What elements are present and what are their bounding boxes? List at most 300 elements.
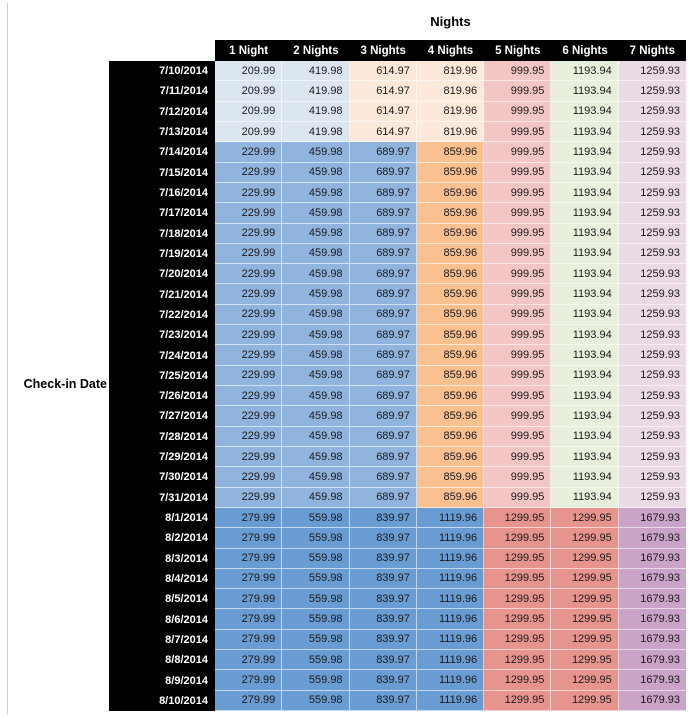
price-cell[interactable]: 459.98 bbox=[282, 183, 349, 203]
price-cell[interactable]: 459.98 bbox=[282, 305, 349, 325]
table-row bbox=[109, 345, 686, 365]
price-cell[interactable]: 999.95 bbox=[484, 163, 551, 183]
price-cell[interactable]: 1259.93 bbox=[619, 305, 686, 325]
price-cell[interactable]: 279.99 bbox=[215, 650, 282, 670]
price-cell[interactable]: 1299.95 bbox=[551, 569, 618, 589]
price-cell[interactable]: 279.99 bbox=[215, 528, 282, 548]
price-cell[interactable]: 1679.93 bbox=[619, 549, 686, 569]
price-cell[interactable]: 999.95 bbox=[484, 61, 551, 81]
price-cell[interactable]: 279.99 bbox=[215, 569, 282, 589]
price-cell[interactable]: 999.95 bbox=[484, 183, 551, 203]
price-cell[interactable]: 859.96 bbox=[417, 467, 484, 487]
price-cell[interactable]: 1193.94 bbox=[551, 467, 618, 487]
price-cell[interactable]: 1193.94 bbox=[551, 142, 618, 162]
price-cell[interactable]: 1119.96 bbox=[417, 569, 484, 589]
price-cell[interactable]: 1299.95 bbox=[484, 528, 551, 548]
price-cell[interactable]: 229.99 bbox=[215, 447, 282, 467]
price-cell[interactable]: 999.95 bbox=[484, 264, 551, 284]
price-cell[interactable]: 1299.95 bbox=[551, 549, 618, 569]
price-cell[interactable]: 229.99 bbox=[215, 183, 282, 203]
table-row bbox=[109, 406, 686, 426]
price-cell[interactable]: 839.97 bbox=[350, 650, 417, 670]
price-cell[interactable]: 209.99 bbox=[215, 81, 282, 101]
price-cell[interactable]: 1299.95 bbox=[551, 508, 618, 528]
price-cell[interactable]: 1259.93 bbox=[619, 102, 686, 122]
column-header-7-nights[interactable]: 7 Nights bbox=[629, 44, 676, 57]
table-row bbox=[109, 142, 686, 162]
price-cell[interactable]: 459.98 bbox=[282, 366, 349, 386]
price-cell[interactable]: 1679.93 bbox=[619, 670, 686, 690]
price-cell[interactable]: 459.98 bbox=[282, 325, 349, 345]
price-cell[interactable]: 229.99 bbox=[215, 264, 282, 284]
price-cell[interactable]: 999.95 bbox=[484, 406, 551, 426]
table-row bbox=[109, 224, 686, 244]
price-cell[interactable]: 1299.95 bbox=[484, 670, 551, 690]
row-header-date[interactable]: 7/15/2014 bbox=[109, 163, 215, 183]
table-row bbox=[109, 81, 686, 101]
price-cell[interactable]: 229.99 bbox=[215, 386, 282, 406]
price-cell[interactable]: 1259.93 bbox=[619, 427, 686, 447]
price-cell[interactable]: 459.98 bbox=[282, 386, 349, 406]
price-cell[interactable]: 1193.94 bbox=[551, 183, 618, 203]
price-cell[interactable]: 859.96 bbox=[417, 163, 484, 183]
price-cell[interactable]: 689.97 bbox=[350, 427, 417, 447]
price-cell[interactable]: 859.96 bbox=[417, 488, 484, 508]
row-header-date[interactable]: 7/17/2014 bbox=[109, 203, 215, 223]
price-cell[interactable]: 999.95 bbox=[484, 325, 551, 345]
price-cell[interactable]: 1679.93 bbox=[619, 691, 686, 711]
price-cell[interactable]: 1299.95 bbox=[484, 508, 551, 528]
price-cell[interactable]: 1119.96 bbox=[417, 508, 484, 528]
price-cell[interactable]: 689.97 bbox=[350, 345, 417, 365]
price-cell[interactable]: 229.99 bbox=[215, 142, 282, 162]
price-cell[interactable]: 859.96 bbox=[417, 142, 484, 162]
price-cell[interactable]: 689.97 bbox=[350, 305, 417, 325]
price-cell[interactable]: 819.96 bbox=[417, 102, 484, 122]
left-column-gridline bbox=[7, 3, 8, 714]
price-cell[interactable]: 1259.93 bbox=[619, 183, 686, 203]
row-header-date[interactable]: 8/3/2014 bbox=[109, 549, 215, 569]
price-cell[interactable]: 689.97 bbox=[350, 183, 417, 203]
price-cell[interactable]: 279.99 bbox=[215, 670, 282, 690]
price-cell[interactable]: 459.98 bbox=[282, 203, 349, 223]
price-cell[interactable]: 839.97 bbox=[350, 609, 417, 629]
price-cell[interactable]: 859.96 bbox=[417, 305, 484, 325]
price-cell[interactable]: 859.96 bbox=[417, 284, 484, 304]
row-header-date[interactable]: 7/21/2014 bbox=[109, 284, 215, 304]
price-cell[interactable]: 229.99 bbox=[215, 366, 282, 386]
price-cell[interactable]: 819.96 bbox=[417, 122, 484, 142]
price-cell[interactable]: 689.97 bbox=[350, 325, 417, 345]
table-row bbox=[109, 264, 686, 284]
price-cell[interactable]: 1259.93 bbox=[619, 203, 686, 223]
price-cell[interactable]: 999.95 bbox=[484, 122, 551, 142]
price-cell[interactable]: 1259.93 bbox=[619, 122, 686, 142]
row-header-date[interactable]: 7/26/2014 bbox=[109, 386, 215, 406]
price-cell[interactable]: 1299.95 bbox=[551, 670, 618, 690]
price-cell[interactable]: 1259.93 bbox=[619, 325, 686, 345]
column-header-5-nights[interactable]: 5 Nights bbox=[495, 44, 541, 57]
price-cell[interactable]: 1193.94 bbox=[551, 488, 618, 508]
price-cell[interactable]: 689.97 bbox=[350, 142, 417, 162]
table-row bbox=[109, 488, 686, 508]
row-header-date[interactable]: 7/14/2014 bbox=[109, 142, 215, 162]
table-row bbox=[109, 386, 686, 406]
price-cell[interactable]: 859.96 bbox=[417, 366, 484, 386]
price-cell[interactable]: 229.99 bbox=[215, 325, 282, 345]
row-header-date[interactable]: 7/13/2014 bbox=[109, 122, 215, 142]
price-cell[interactable]: 1299.95 bbox=[484, 650, 551, 670]
price-cell[interactable]: 229.99 bbox=[215, 406, 282, 426]
price-cell[interactable]: 459.98 bbox=[282, 345, 349, 365]
row-header-date[interactable]: 7/28/2014 bbox=[109, 427, 215, 447]
column-header-3-nights[interactable]: 3 Nights bbox=[360, 44, 406, 57]
price-cell[interactable]: 1119.96 bbox=[417, 691, 484, 711]
price-cell[interactable]: 859.96 bbox=[417, 345, 484, 365]
price-cell[interactable]: 1193.94 bbox=[551, 203, 618, 223]
price-cell[interactable]: 1299.95 bbox=[484, 569, 551, 589]
price-cell[interactable]: 839.97 bbox=[350, 691, 417, 711]
price-cell[interactable]: 1299.95 bbox=[484, 589, 551, 609]
price-cell[interactable]: 1299.95 bbox=[484, 630, 551, 650]
price-cell[interactable]: 559.98 bbox=[282, 650, 349, 670]
table-row bbox=[109, 244, 686, 264]
price-cell[interactable]: 1193.94 bbox=[551, 325, 618, 345]
table-row bbox=[109, 102, 686, 122]
column-header-4-nights[interactable]: 4 Nights bbox=[427, 44, 474, 57]
price-cell[interactable]: 459.98 bbox=[282, 142, 349, 162]
price-cell[interactable]: 689.97 bbox=[350, 244, 417, 264]
price-cell[interactable]: 1679.93 bbox=[619, 569, 686, 589]
price-cell[interactable]: 459.98 bbox=[282, 284, 349, 304]
price-cell[interactable]: 1259.93 bbox=[619, 284, 686, 304]
price-cell[interactable]: 229.99 bbox=[215, 467, 282, 487]
price-cell[interactable]: 229.99 bbox=[215, 163, 282, 183]
price-cell[interactable]: 859.96 bbox=[417, 183, 484, 203]
price-cell[interactable]: 1119.96 bbox=[417, 630, 484, 650]
price-cell[interactable]: 614.97 bbox=[350, 81, 417, 101]
table-row bbox=[109, 650, 686, 670]
column-header-row bbox=[215, 40, 686, 61]
price-cell[interactable]: 1259.93 bbox=[619, 488, 686, 508]
price-cell[interactable]: 839.97 bbox=[350, 549, 417, 569]
price-cell[interactable]: 689.97 bbox=[350, 224, 417, 244]
price-cell[interactable]: 1119.96 bbox=[417, 670, 484, 690]
price-cell[interactable]: 1193.94 bbox=[551, 366, 618, 386]
table-row bbox=[109, 183, 686, 203]
price-cell[interactable]: 1193.94 bbox=[551, 305, 618, 325]
price-cell[interactable]: 689.97 bbox=[350, 163, 417, 183]
price-cell[interactable]: 689.97 bbox=[350, 447, 417, 467]
table-row bbox=[109, 528, 686, 548]
price-cell[interactable]: 459.98 bbox=[282, 406, 349, 426]
table-row bbox=[109, 447, 686, 467]
price-cell[interactable]: 1259.93 bbox=[619, 81, 686, 101]
price-cell[interactable]: 859.96 bbox=[417, 386, 484, 406]
row-header-date[interactable]: 8/1/2014 bbox=[109, 508, 215, 528]
price-cell[interactable]: 1193.94 bbox=[551, 264, 618, 284]
table-row bbox=[109, 467, 686, 487]
price-cell[interactable]: 1299.95 bbox=[484, 691, 551, 711]
price-cell[interactable]: 614.97 bbox=[350, 61, 417, 81]
price-cell[interactable]: 859.96 bbox=[417, 427, 484, 447]
price-cell[interactable]: 559.98 bbox=[282, 528, 349, 548]
price-cell[interactable]: 839.97 bbox=[350, 630, 417, 650]
table-row bbox=[109, 670, 686, 690]
table-row bbox=[109, 549, 686, 569]
price-cell[interactable]: 459.98 bbox=[282, 467, 349, 487]
row-header-date[interactable]: 7/20/2014 bbox=[109, 264, 215, 284]
price-cell[interactable]: 1193.94 bbox=[551, 345, 618, 365]
price-cell[interactable]: 1259.93 bbox=[619, 61, 686, 81]
row-header-date[interactable]: 7/16/2014 bbox=[109, 183, 215, 203]
price-cell[interactable]: 1299.95 bbox=[551, 528, 618, 548]
price-cell[interactable]: 559.98 bbox=[282, 630, 349, 650]
price-cell[interactable]: 1119.96 bbox=[417, 549, 484, 569]
price-cell[interactable]: 1259.93 bbox=[619, 386, 686, 406]
price-cell[interactable]: 459.98 bbox=[282, 224, 349, 244]
price-cell[interactable]: 1679.93 bbox=[619, 508, 686, 528]
price-cell[interactable]: 229.99 bbox=[215, 284, 282, 304]
row-header-date[interactable]: 7/11/2014 bbox=[109, 81, 215, 101]
price-cell[interactable]: 559.98 bbox=[282, 549, 349, 569]
price-cell[interactable]: 819.96 bbox=[417, 61, 484, 81]
row-header-date[interactable]: 8/9/2014 bbox=[109, 670, 215, 690]
price-cell[interactable]: 1679.93 bbox=[619, 589, 686, 609]
price-cell[interactable]: 614.97 bbox=[350, 102, 417, 122]
price-cell[interactable]: 1679.93 bbox=[619, 609, 686, 629]
price-cell[interactable]: 1259.93 bbox=[619, 366, 686, 386]
price-cell[interactable]: 689.97 bbox=[350, 467, 417, 487]
table-row bbox=[109, 325, 686, 345]
row-header-date[interactable]: 8/4/2014 bbox=[109, 569, 215, 589]
price-cell[interactable]: 1299.95 bbox=[551, 691, 618, 711]
table-row bbox=[109, 609, 686, 629]
price-cell[interactable]: 999.95 bbox=[484, 244, 551, 264]
price-cell[interactable]: 419.98 bbox=[282, 61, 349, 81]
price-cell[interactable]: 819.96 bbox=[417, 81, 484, 101]
price-cell[interactable]: 279.99 bbox=[215, 508, 282, 528]
price-cell[interactable]: 559.98 bbox=[282, 508, 349, 528]
price-cell[interactable]: 279.99 bbox=[215, 609, 282, 629]
price-cell[interactable]: 1299.95 bbox=[484, 549, 551, 569]
table-title: Nights bbox=[430, 14, 471, 29]
price-cell[interactable]: 459.98 bbox=[282, 163, 349, 183]
table-row bbox=[109, 203, 686, 223]
table-row bbox=[109, 163, 686, 183]
price-cell[interactable]: 459.98 bbox=[282, 447, 349, 467]
price-cell[interactable]: 229.99 bbox=[215, 488, 282, 508]
price-cell[interactable]: 839.97 bbox=[350, 569, 417, 589]
price-cell[interactable]: 1193.94 bbox=[551, 102, 618, 122]
price-cell[interactable]: 1679.93 bbox=[619, 630, 686, 650]
table-row bbox=[109, 122, 686, 142]
column-header-2-nights[interactable]: 2 Nights bbox=[293, 44, 339, 57]
table-row bbox=[109, 305, 686, 325]
price-cell[interactable]: 999.95 bbox=[484, 81, 551, 101]
price-cell[interactable]: 859.96 bbox=[417, 447, 484, 467]
row-axis-label: Check-in Date bbox=[23, 377, 107, 391]
row-header-date[interactable]: 7/10/2014 bbox=[109, 61, 215, 81]
price-cell[interactable]: 999.95 bbox=[484, 102, 551, 122]
price-cell[interactable]: 689.97 bbox=[350, 488, 417, 508]
price-cell[interactable]: 1193.94 bbox=[551, 122, 618, 142]
table-row bbox=[109, 589, 686, 609]
price-cell[interactable]: 1679.93 bbox=[619, 528, 686, 548]
price-cell[interactable]: 1259.93 bbox=[619, 163, 686, 183]
price-cell[interactable]: 229.99 bbox=[215, 305, 282, 325]
price-cell[interactable]: 999.95 bbox=[484, 488, 551, 508]
price-cell[interactable]: 559.98 bbox=[282, 569, 349, 589]
price-cell[interactable]: 1299.95 bbox=[551, 609, 618, 629]
price-cell[interactable]: 559.98 bbox=[282, 589, 349, 609]
price-cell[interactable]: 999.95 bbox=[484, 224, 551, 244]
price-cell[interactable]: 859.96 bbox=[417, 264, 484, 284]
price-cell[interactable]: 1299.95 bbox=[551, 589, 618, 609]
price-cell[interactable]: 1259.93 bbox=[619, 406, 686, 426]
price-cell[interactable]: 1259.93 bbox=[619, 142, 686, 162]
price-cell[interactable]: 1259.93 bbox=[619, 467, 686, 487]
price-cell[interactable]: 689.97 bbox=[350, 264, 417, 284]
price-cell[interactable]: 859.96 bbox=[417, 203, 484, 223]
price-cell[interactable]: 1119.96 bbox=[417, 609, 484, 629]
price-cell[interactable]: 689.97 bbox=[350, 203, 417, 223]
row-header-date[interactable]: 7/12/2014 bbox=[109, 102, 215, 122]
price-cell[interactable]: 689.97 bbox=[350, 366, 417, 386]
price-cell[interactable]: 229.99 bbox=[215, 427, 282, 447]
price-cell[interactable]: 1193.94 bbox=[551, 406, 618, 426]
price-cell[interactable]: 999.95 bbox=[484, 386, 551, 406]
price-cell[interactable]: 859.96 bbox=[417, 325, 484, 345]
price-cell[interactable]: 279.99 bbox=[215, 630, 282, 650]
price-cell[interactable]: 1193.94 bbox=[551, 386, 618, 406]
price-cell[interactable]: 559.98 bbox=[282, 691, 349, 711]
row-header-date[interactable]: 8/10/2014 bbox=[109, 691, 215, 711]
price-cell[interactable]: 999.95 bbox=[484, 345, 551, 365]
price-cell[interactable]: 999.95 bbox=[484, 284, 551, 304]
price-cell[interactable]: 1193.94 bbox=[551, 427, 618, 447]
row-header-date[interactable]: 8/8/2014 bbox=[109, 650, 215, 670]
row-header-date[interactable]: 7/24/2014 bbox=[109, 345, 215, 365]
table-row bbox=[109, 569, 686, 589]
price-cell[interactable]: 229.99 bbox=[215, 203, 282, 223]
price-cell[interactable]: 559.98 bbox=[282, 609, 349, 629]
price-cell[interactable]: 1299.95 bbox=[551, 650, 618, 670]
price-cell[interactable]: 839.97 bbox=[350, 670, 417, 690]
price-cell[interactable]: 1119.96 bbox=[417, 650, 484, 670]
price-cell[interactable]: 229.99 bbox=[215, 224, 282, 244]
price-cell[interactable]: 1259.93 bbox=[619, 447, 686, 467]
table-row bbox=[109, 427, 686, 447]
price-cell[interactable]: 209.99 bbox=[215, 61, 282, 81]
price-cell[interactable]: 419.98 bbox=[282, 122, 349, 142]
price-cell[interactable]: 229.99 bbox=[215, 345, 282, 365]
row-header-date[interactable]: 7/22/2014 bbox=[109, 305, 215, 325]
price-cell[interactable]: 559.98 bbox=[282, 670, 349, 690]
price-cell[interactable]: 1259.93 bbox=[619, 345, 686, 365]
price-cell[interactable]: 999.95 bbox=[484, 366, 551, 386]
row-header-date[interactable]: 7/25/2014 bbox=[109, 366, 215, 386]
price-cell[interactable]: 1119.96 bbox=[417, 589, 484, 609]
table-row bbox=[109, 691, 686, 711]
price-cell[interactable]: 999.95 bbox=[484, 203, 551, 223]
column-header-6-nights[interactable]: 6 Nights bbox=[562, 44, 608, 57]
price-cell[interactable]: 1259.93 bbox=[619, 244, 686, 264]
price-cell[interactable]: 209.99 bbox=[215, 122, 282, 142]
price-cell[interactable]: 689.97 bbox=[350, 406, 417, 426]
price-cell[interactable]: 859.96 bbox=[417, 244, 484, 264]
row-header-date[interactable]: 7/31/2014 bbox=[109, 488, 215, 508]
row-header-date[interactable]: 7/27/2014 bbox=[109, 406, 215, 426]
price-cell[interactable]: 1193.94 bbox=[551, 163, 618, 183]
row-header-date[interactable]: 8/2/2014 bbox=[109, 528, 215, 548]
price-cell[interactable]: 419.98 bbox=[282, 81, 349, 101]
price-cell[interactable]: 1259.93 bbox=[619, 264, 686, 284]
price-cell[interactable]: 839.97 bbox=[350, 508, 417, 528]
row-header-date[interactable]: 8/7/2014 bbox=[109, 630, 215, 650]
price-cell[interactable]: 459.98 bbox=[282, 427, 349, 447]
price-cell[interactable]: 1193.94 bbox=[551, 244, 618, 264]
price-cell[interactable]: 999.95 bbox=[484, 467, 551, 487]
table-row bbox=[109, 284, 686, 304]
row-header-date[interactable]: 8/5/2014 bbox=[109, 589, 215, 609]
price-cell[interactable]: 859.96 bbox=[417, 224, 484, 244]
price-cell[interactable]: 999.95 bbox=[484, 305, 551, 325]
price-cell[interactable]: 1679.93 bbox=[619, 650, 686, 670]
price-cell[interactable]: 839.97 bbox=[350, 528, 417, 548]
row-header-date[interactable]: 7/18/2014 bbox=[109, 224, 215, 244]
price-cell[interactable]: 839.97 bbox=[350, 589, 417, 609]
price-cell[interactable]: 999.95 bbox=[484, 142, 551, 162]
price-cell[interactable]: 1259.93 bbox=[619, 224, 686, 244]
price-cell[interactable]: 229.99 bbox=[215, 244, 282, 264]
price-cell[interactable]: 614.97 bbox=[350, 122, 417, 142]
price-cell[interactable]: 859.96 bbox=[417, 406, 484, 426]
table-row bbox=[109, 508, 686, 528]
price-cell[interactable]: 459.98 bbox=[282, 264, 349, 284]
price-cell[interactable]: 1193.94 bbox=[551, 81, 618, 101]
price-cell[interactable]: 279.99 bbox=[215, 589, 282, 609]
price-cell[interactable]: 1193.94 bbox=[551, 61, 618, 81]
row-header-date[interactable]: 7/19/2014 bbox=[109, 244, 215, 264]
row-header-date[interactable]: 7/30/2014 bbox=[109, 467, 215, 487]
price-cell[interactable]: 689.97 bbox=[350, 386, 417, 406]
price-cell[interactable]: 1119.96 bbox=[417, 528, 484, 548]
price-cell[interactable]: 419.98 bbox=[282, 102, 349, 122]
price-cell[interactable]: 1193.94 bbox=[551, 284, 618, 304]
price-cell[interactable]: 999.95 bbox=[484, 427, 551, 447]
price-cell[interactable]: 209.99 bbox=[215, 102, 282, 122]
pricing-table-body bbox=[109, 61, 686, 711]
price-cell[interactable]: 1193.94 bbox=[551, 447, 618, 467]
price-cell[interactable]: 689.97 bbox=[350, 284, 417, 304]
row-header-date[interactable]: 7/23/2014 bbox=[109, 325, 215, 345]
price-cell[interactable]: 279.99 bbox=[215, 691, 282, 711]
price-cell[interactable]: 1193.94 bbox=[551, 224, 618, 244]
price-cell[interactable]: 279.99 bbox=[215, 549, 282, 569]
column-header-1-night[interactable]: 1 Night bbox=[229, 44, 269, 57]
price-cell[interactable]: 999.95 bbox=[484, 447, 551, 467]
price-cell[interactable]: 459.98 bbox=[282, 488, 349, 508]
table-row bbox=[109, 630, 686, 650]
table-row bbox=[109, 366, 686, 386]
row-header-date[interactable]: 8/6/2014 bbox=[109, 609, 215, 629]
table-row bbox=[109, 61, 686, 81]
price-cell[interactable]: 1299.95 bbox=[484, 609, 551, 629]
price-cell[interactable]: 459.98 bbox=[282, 244, 349, 264]
price-cell[interactable]: 1299.95 bbox=[551, 630, 618, 650]
row-header-date[interactable]: 7/29/2014 bbox=[109, 447, 215, 467]
